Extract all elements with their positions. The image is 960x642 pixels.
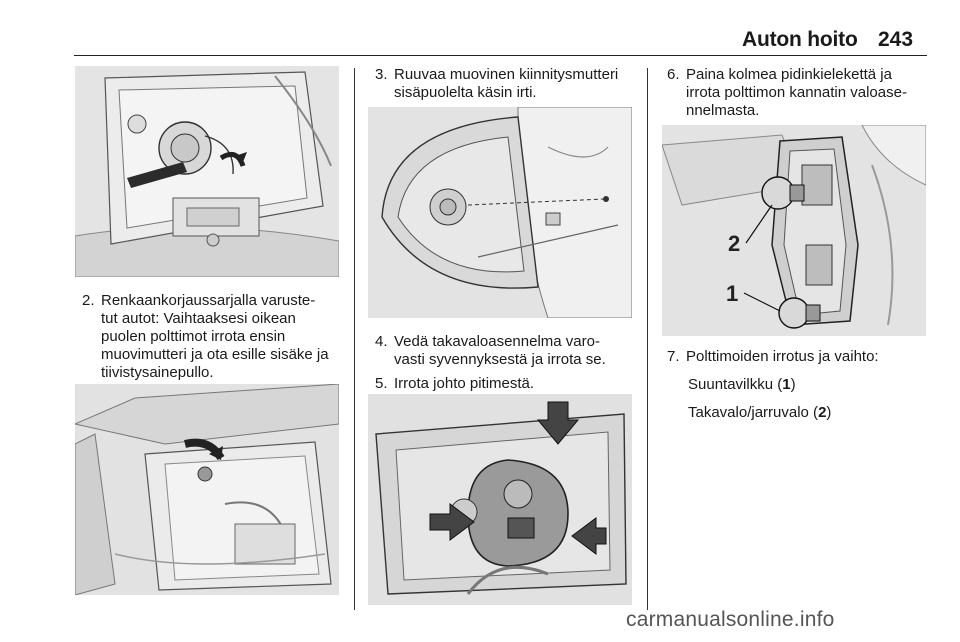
step-3 <box>375 66 637 102</box>
bulb-item-ref: 2 <box>818 404 827 421</box>
step-2-line: Renkaankorjaussarjalla varuste- <box>101 292 316 309</box>
step-2-line: puolen polttimot irrota ensin <box>101 328 286 345</box>
step-3-text <box>394 66 637 102</box>
step-4-line: vasti syvennyksestä ja irrota se. <box>394 351 606 368</box>
bulb-item-label: Takavalo/jarruvalo ( <box>688 404 819 421</box>
step-6-line: irrota polttimon kannatin valoase- <box>686 84 907 101</box>
step-3-line: sisäpuolelta käsin irti. <box>394 84 537 101</box>
bulb-item-ref: 1 <box>782 376 791 393</box>
step-2-line: tut autot: Vaihtaaksesi oikean <box>101 310 296 327</box>
figure-bulb-housing <box>75 66 339 277</box>
step-5-number: 5. <box>375 375 388 392</box>
step-4-text <box>394 333 637 369</box>
bulb-item-close: ) <box>790 376 796 393</box>
figure-lamp-assembly-drawing <box>368 394 632 605</box>
figure-bulb-housing-drawing <box>75 66 339 277</box>
bulb-item-turn-signal <box>688 376 796 394</box>
figure-trunk-side-panel <box>75 384 339 595</box>
step-3-line: Ruuvaa muovinen kiinnitysmutteri <box>394 66 619 83</box>
column-divider-right <box>647 68 648 610</box>
step-2 <box>82 292 344 382</box>
bulb-item-close: ) <box>826 404 832 421</box>
step-5-text <box>394 375 637 393</box>
step-7-text <box>686 348 931 366</box>
step-2-line: tiivistysainepullo. <box>101 364 214 381</box>
step-6-text <box>686 66 931 120</box>
figure-bulb-holder <box>662 125 926 336</box>
step-7-line: Polttimoiden irrotus ja vaihto: <box>686 348 879 365</box>
step-6 <box>667 66 931 120</box>
bulb-item-tail-brake-light <box>688 404 831 422</box>
step-2-text <box>101 292 344 382</box>
step-6-line: Paina kolmea pidinkielekettä ja <box>686 66 892 83</box>
figure-nut-removal-drawing <box>368 107 632 318</box>
callout-2-label: 2 <box>728 231 741 256</box>
page-number: 243 <box>878 28 914 51</box>
step-6-line: nnelmasta. <box>686 102 760 119</box>
bulb-item-label: Suuntavilkku ( <box>688 376 783 393</box>
column-divider-left <box>354 68 355 610</box>
step-3-number: 3. <box>375 66 388 83</box>
step-4-number: 4. <box>375 333 388 350</box>
step-2-number: 2. <box>82 292 95 309</box>
figure-lamp-assembly <box>368 394 632 605</box>
step-4 <box>375 333 637 369</box>
figure-nut-removal <box>368 107 632 318</box>
figure-trunk-side-panel-drawing <box>75 384 339 595</box>
section-title: Auton hoito <box>742 28 858 51</box>
figure-bulb-holder-drawing <box>662 125 926 336</box>
step-7-number: 7. <box>667 348 680 365</box>
step-5-line: Irrota johto pitimestä. <box>394 375 535 392</box>
step-6-number: 6. <box>667 66 680 83</box>
step-2-line: muovimutteri ja ota esille sisäke ja <box>101 346 329 363</box>
header-rule <box>74 55 927 56</box>
callout-1-label: 1 <box>726 281 739 306</box>
watermark: carmanualsonline.info <box>626 608 835 631</box>
step-7 <box>667 348 931 366</box>
step-5 <box>375 375 637 393</box>
step-4-line: Vedä takavaloasennelma varo- <box>394 333 600 350</box>
